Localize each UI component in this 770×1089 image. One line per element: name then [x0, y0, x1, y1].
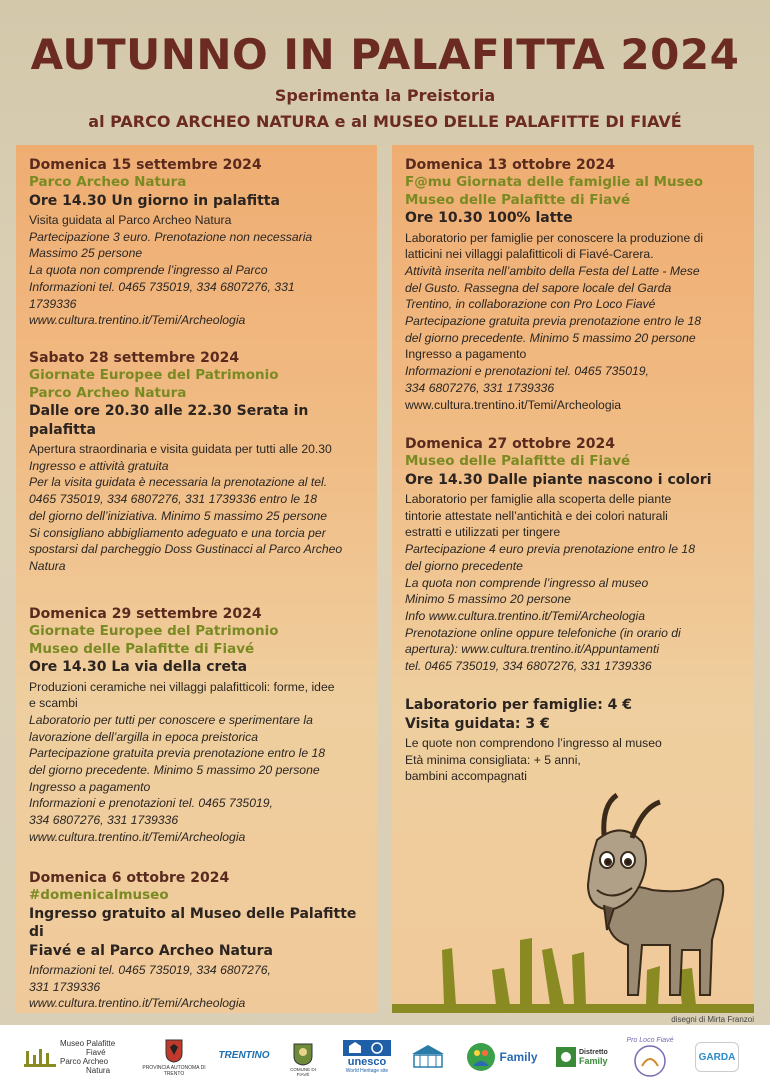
event-detail-line: Apertura straordinaria e visita guidata per tutti alle 20.30 [29, 442, 332, 456]
event-block [29, 349, 372, 575]
family-icon [466, 1042, 496, 1072]
event-detail-line: e scambi [29, 696, 78, 711]
logo-palafitte: Palafitte [86, 1039, 116, 1048]
event-block [29, 156, 372, 329]
event-detail-line: 331 1739336 [29, 979, 101, 994]
provincia-label: PROVINCIA AUTONOMA DI TRENTO [142, 1065, 206, 1077]
garda-label: GARDA [695, 1042, 739, 1072]
event-detail-line: del giorno precedente. Minimo 5 massimo 20 persone [29, 763, 320, 778]
comune-label: COMUNE DI FIAVÉ [290, 1066, 316, 1077]
event-detail-line: Info www.cultura.trentino.it/Temi/Archeologia [405, 608, 646, 623]
header [0, 0, 770, 145]
event-detail-line: Natura [29, 558, 66, 573]
event-detail-line: Le quote non comprendono l’ingresso al museo [405, 736, 662, 750]
event-detail-line: Attività inserita nell’ambito della Festa del Latte - Mese [405, 263, 700, 278]
unesco-logo [338, 1035, 396, 1079]
event-detail-line: apertura): www.cultura.trentino.it/Appuntamenti [405, 642, 660, 657]
event-detail-line: 334 6807276, 331 1739336 [29, 813, 179, 828]
event-detail-line: Laboratorio per famiglie per conoscere la produzione di [405, 230, 704, 245]
event-detail-line: del giorno precedente [405, 558, 523, 573]
event-detail-line: Partecipazione 3 euro. Prenotazione non necessaria [29, 229, 313, 244]
subtitle-2: al PARCO ARCHEO NATURA e al MUSEO DELLE PALAFITTE DI FIAVÉ [88, 112, 682, 131]
event-detail-line: Partecipazione 4 euro previa prenotazione entro le 18 [405, 542, 695, 557]
event-place: Museo delle Palafitte di Fiavé [405, 453, 631, 469]
event-detail-line: 1739336 [29, 296, 77, 311]
event-detail-line: Informazioni tel. 0465 735019, 334 6807276, [29, 963, 271, 977]
event-place: Museo delle Palafitte di Fiavé [29, 640, 255, 657]
comune-logo [284, 1033, 322, 1083]
event-date: Domenica 27 ottobre 2024 [405, 436, 615, 452]
proloco-label: Pro Loco Fiavé [626, 1036, 674, 1044]
event-place: Giornate Europee del Patrimonio [29, 367, 279, 383]
event-date: Domenica 29 settembre 2024 [29, 606, 262, 622]
event-detail-line: Informazioni e prenotazioni tel. 0465 735019, [405, 364, 649, 379]
event-detail-line: Produzioni ceramiche nei villaggi palafitticoli: forme, idee [29, 679, 335, 694]
event-detail-line: latticini nei villaggi palafitticoli di Fiavé-Carera. [405, 247, 654, 262]
event-detail-line: Minimo 5 massimo 20 persone [405, 592, 571, 607]
trentino-logo: TRENTINO [218, 1049, 270, 1061]
event-detail-line: lavorazione dell’argilla in epoca preistorica [29, 729, 258, 744]
event-detail-line: www.cultura.trentino.it/Temi/Archeologia [405, 397, 622, 412]
event-date: Sabato 28 settembre 2024 [29, 350, 240, 366]
event-detail-line: Massimo 25 persone [29, 246, 143, 261]
event-detail-line: Informazioni e prenotazioni tel. 0465 735019, [29, 796, 273, 811]
event-block [29, 869, 372, 1012]
event-date: Domenica 13 ottobre 2024 [405, 157, 615, 173]
event-detail-line: Partecipazione gratuita previa prenotazione entro le 18 [405, 314, 702, 329]
footer-logos [0, 1025, 770, 1089]
heritage-building-logo [406, 1037, 450, 1077]
event-detail-line: www.cultura.trentino.it/Temi/Archeologia [29, 313, 246, 328]
event-detail-line: Visita guidata al Parco Archeo Natura [29, 213, 232, 227]
event-detail-line: 0465 735019, 334 6807276, 331 1739336 entro le 18 [29, 492, 318, 507]
event-detail-line: Ingresso e attività gratuita [29, 458, 169, 473]
event-detail-line: del Gusto. Rassegna del sapore locale del Garda [405, 280, 672, 295]
logo-parco: Parco [60, 1057, 81, 1066]
garda-logo [692, 1039, 742, 1075]
unesco-label: unesco [347, 1056, 387, 1068]
proloco-logo [622, 1029, 678, 1085]
event-detail-line: Trentino, in collaborazione con Pro Loco Fiavé [405, 297, 656, 312]
distretto-family-logo [556, 1039, 614, 1075]
event-headline: Dalle ore 20.30 alle 22.30 Serata in [29, 403, 309, 419]
distretto-icon [556, 1047, 576, 1067]
event-headline: Visita guidata: 3 € [405, 715, 550, 732]
distretto-family-label: Family [579, 1056, 608, 1066]
eagle-shield-icon [165, 1039, 183, 1063]
event-detail-line: Ingresso a pagamento [29, 779, 151, 794]
logo-archeo: Archeo [82, 1057, 109, 1066]
logo-fiave: Fiavé [86, 1048, 106, 1057]
event-detail-line: Si consigliano abbigliamento adeguato e una torcia per [29, 525, 326, 540]
event-detail-line: www.cultura.trentino.it/Temi/Archeologia [29, 829, 246, 844]
event-detail-line: estratti e utilizzati per tingere [405, 525, 561, 540]
event-detail-line: Per la visita guidata è necessaria la prenotazione al tel. [29, 475, 328, 490]
goat-illustration [392, 780, 754, 1013]
event-date: Domenica 6 ottobre 2024 [29, 870, 230, 886]
distretto-label: Distretto [579, 1049, 608, 1056]
event-headline: palafitta [29, 421, 96, 438]
event-detail-line: Informazioni tel. 0465 735019, 334 6807276, 331 [29, 279, 295, 294]
event-place: F@mu Giornata delle famiglie al Museo [405, 174, 704, 190]
palafitta-icon [24, 1047, 56, 1067]
unesco-temple-icon [343, 1040, 391, 1056]
logo-museo: Museo [60, 1039, 85, 1048]
event-block [29, 605, 372, 846]
event-headline: Ore 10.30 100% latte [405, 210, 573, 226]
event-detail-line: Laboratorio per tutti per conoscere e sperimentare la [29, 712, 313, 727]
provincia-logo [134, 1033, 214, 1083]
event-detail-line: Partecipazione gratuita previa prenotazione entro le 18 [29, 746, 326, 761]
event-place: Museo delle Palafitte di Fiavé [405, 191, 631, 208]
family-label: Family [499, 1050, 538, 1064]
event-place: Parco Archeo Natura [29, 384, 187, 401]
event-detail-line: del giorno precedente. Minimo 5 massimo 20 persone [405, 330, 696, 345]
event-block [405, 156, 749, 413]
event-place: #domenicalmuseo [29, 887, 169, 903]
event-place: Parco Archeo Natura [29, 174, 187, 190]
unesco-sub: World Heritage site [345, 1068, 389, 1074]
event-place: Giornate Europee del Patrimonio [29, 623, 279, 639]
illustration-credit: disegni di Mirta Franzoi [671, 1015, 754, 1024]
event-detail-line: tel. 0465 735019, 334 6807276, 331 1739336 [405, 659, 652, 674]
event-block [405, 435, 749, 675]
event-detail-line: spostarsi dal parcheggio Doss Gustinacci al Parco Archeo [29, 542, 343, 557]
event-date: Domenica 15 settembre 2024 [29, 157, 262, 173]
family-trentino-logo [464, 1035, 540, 1079]
event-headline: Laboratorio per famiglie: 4 € [405, 697, 633, 713]
event-detail-line: La quota non comprende l’ingresso al Parco [29, 263, 268, 278]
museo-palafitte-logo [24, 1037, 124, 1077]
event-detail-line: Laboratorio per famiglie alla scoperta delle piante [405, 492, 672, 506]
subtitle-1: Sperimenta la Preistoria [274, 86, 496, 105]
event-detail-line: Ingresso a pagamento [405, 347, 527, 362]
logo-natura: Natura [86, 1066, 111, 1075]
event-detail-line: www.cultura.trentino.it/Temi/Archeologia [29, 996, 246, 1011]
event-headline: Ore 14.30 Dalle piante nascono i colori [405, 471, 712, 488]
event-headline: Ingresso gratuito al Museo delle Palafitte di [29, 905, 357, 940]
event-detail-line: La quota non comprende l’ingresso al museo [405, 575, 649, 590]
proloco-circle-icon [633, 1044, 667, 1078]
page-title: AUTUNNO IN PALAFITTA 2024 [30, 30, 740, 79]
event-detail-line: Età minima consigliata: + 5 anni, [405, 752, 581, 767]
event-detail-line: tintorie attestate nell’antichità e dei colori naturali [405, 508, 668, 523]
event-detail-line: Prenotazione online oppure telefoniche (in orario di [405, 625, 681, 640]
event-headline: Fiavé e al Parco Archeo Natura [29, 942, 273, 959]
event-block [405, 696, 749, 785]
building-icon [408, 1042, 448, 1072]
event-headline: Ore 14.30 La via della creta [29, 659, 248, 675]
goat-icon [588, 795, 723, 995]
event-detail-line: 334 6807276, 331 1739336 [405, 380, 555, 395]
left-column [16, 145, 377, 1013]
event-detail-line: bambini accompagnati [405, 769, 527, 784]
event-detail-line: del giorno dell’iniziativa. Minimo 5 massimo 25 persone [29, 508, 328, 523]
event-headline: Ore 14.30 Un giorno in palafitta [29, 192, 280, 209]
comune-crest-icon [292, 1040, 314, 1066]
